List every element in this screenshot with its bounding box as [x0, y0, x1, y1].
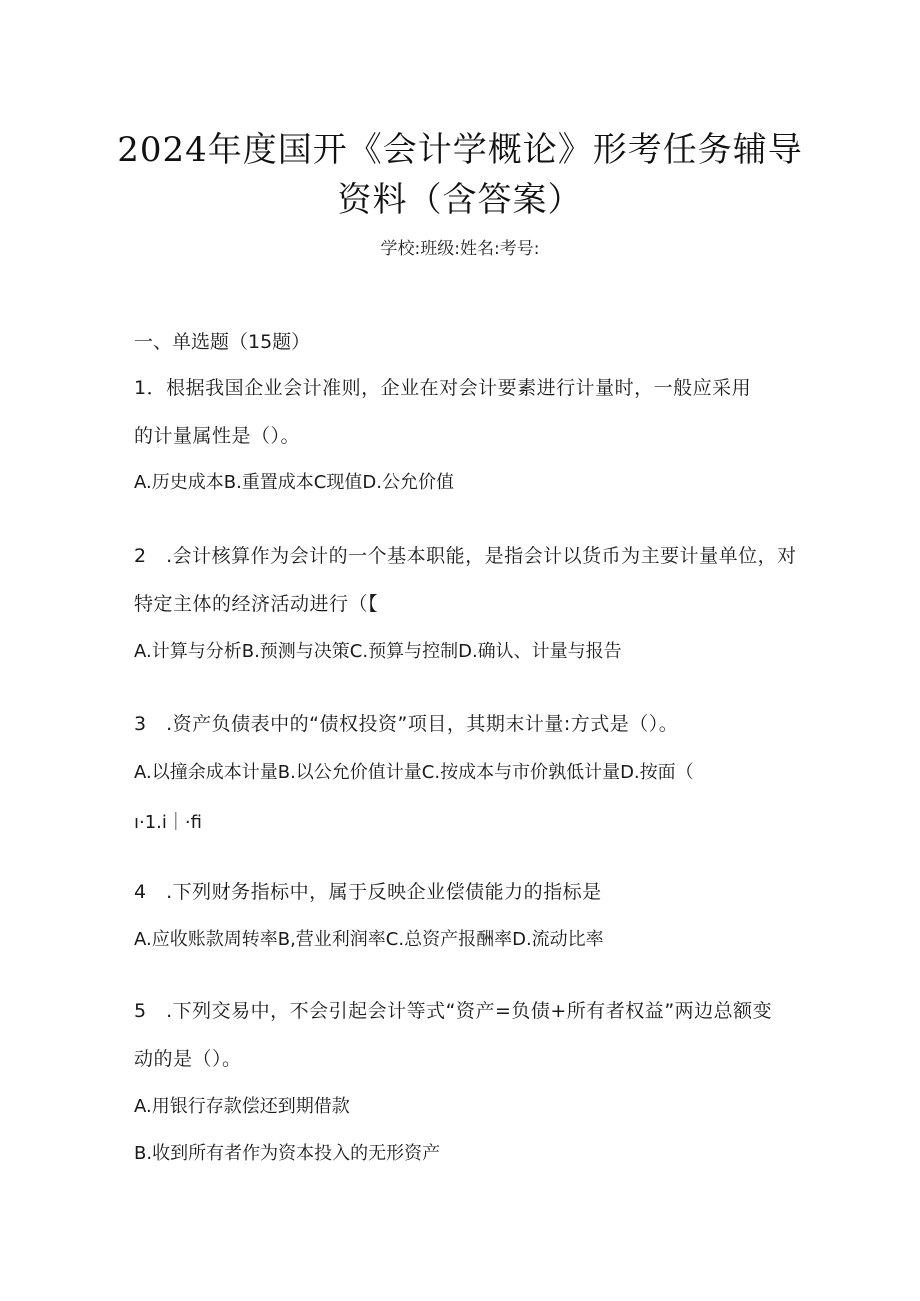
- section-heading: 一、单选题（15题）: [134, 331, 311, 353]
- question-5-option-a: A.用银行存款偿还到期借款: [134, 1096, 350, 1117]
- question-5-text-line-2: 动的是（）。: [134, 1048, 242, 1070]
- question-4-options: A.应收账款周转率B,营业利润率C.总资产报酬率D.流动比率: [134, 929, 604, 950]
- document-title-line-2: 资料（含答案）: [337, 180, 583, 220]
- question-5-text-line-1: 5 .下列交易中，不会引起会计等式“资产=负债+所有者权益”两边总额变: [134, 1000, 773, 1022]
- question-1-text-line-2: 的计量属性是（）。: [134, 425, 301, 447]
- question-3-options-line-2: ı·1.i｜·fi: [134, 812, 202, 833]
- document-title-line-1: 2024年度国开《会计学概论》形考任务辅导: [117, 130, 803, 170]
- question-4-text-line-1: 4 .下列财务指标中，属于反映企业偿债能力的指标是: [134, 881, 602, 903]
- question-1-text-line-1: 1．根据我国企业会计准则，企业在对会计要素进行计量时，一般应采用: [134, 377, 752, 399]
- question-2-text-line-1: 2 .会计核算作为会计的一个基本职能，是指会计以货币为主要计量单位，对: [134, 545, 797, 567]
- question-5-option-b: B.收到所有者作为资本投入的无形资产: [134, 1143, 441, 1164]
- student-info-line: 学校:班级:姓名:考号:: [380, 239, 540, 259]
- question-3-options-line-1: A.以撞余成本计量B.以公允价值计量C.按成本与市价孰低计量D.按面（: [134, 762, 694, 783]
- question-3-text-line-1: 3 .资产负债表中的“债权投资”项目，其期末计量:方式是（）。: [134, 713, 679, 735]
- question-1-options: A.历史成本B.重置成本C现值D.公允价值: [134, 472, 454, 493]
- question-2-text-line-2: 特定主体的经济活动进行（【: [134, 593, 379, 615]
- question-2-options: A.计算与分析B.预测与决策C.预算与控制D.确认、计量与报告: [134, 641, 622, 662]
